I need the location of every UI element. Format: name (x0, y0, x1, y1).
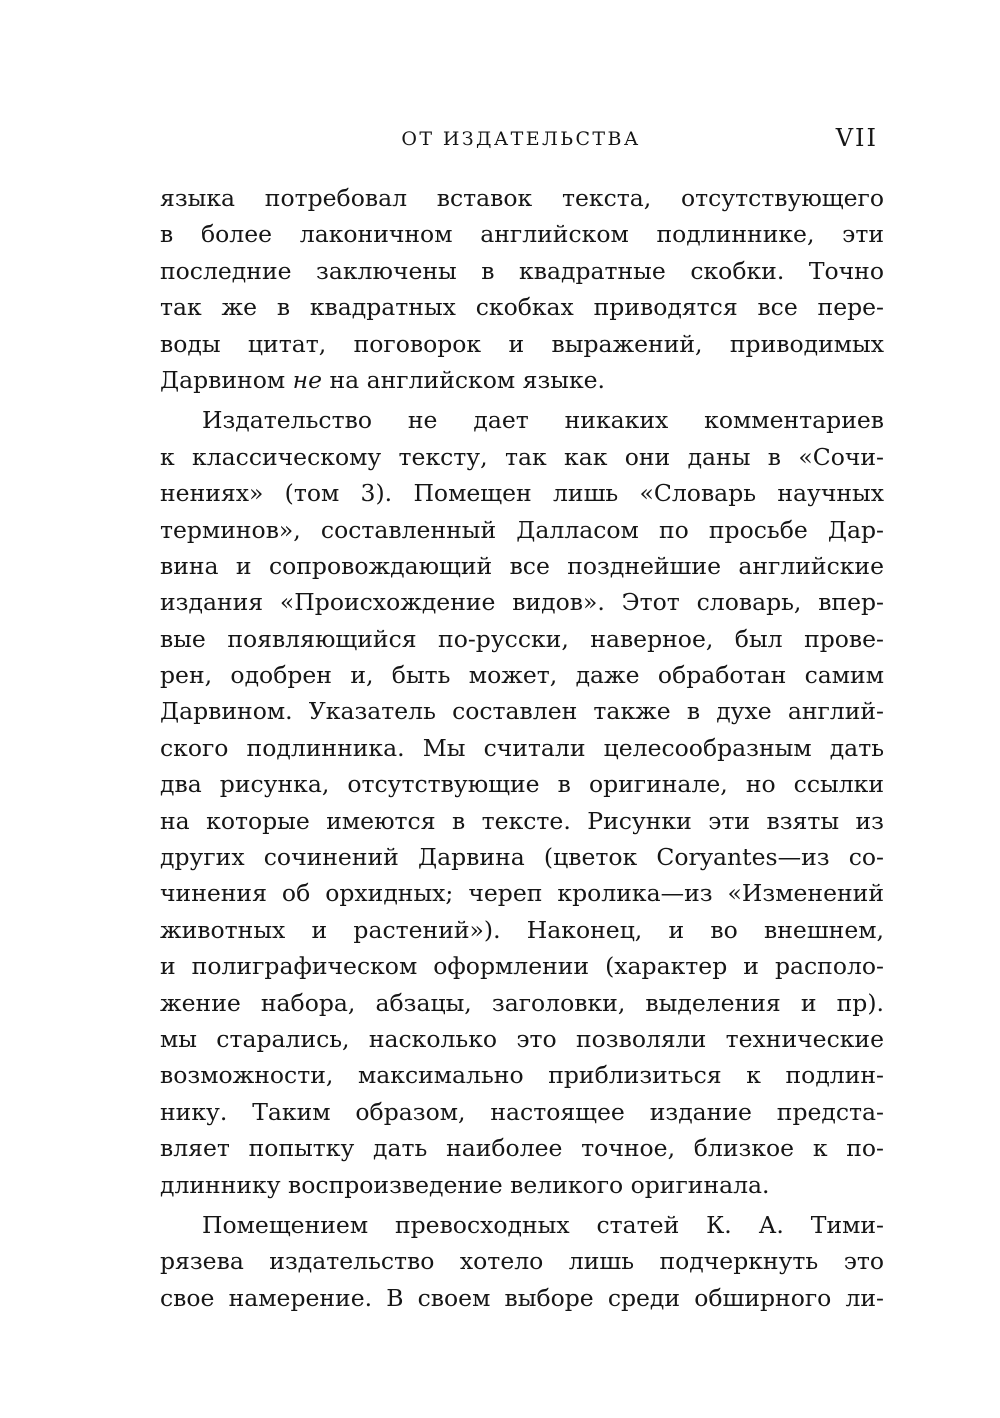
text-line: воды цитат, поговорок и выражений, приводимых (160, 329, 884, 358)
text-line: на которые имеются в тексте. Рисунки эти взяты из (160, 806, 884, 835)
text-line: свое намерение. В своем выборе среди обширного ли- (160, 1283, 884, 1312)
text-line: терминов», составленный Далласом по просьбе Дар- (160, 515, 884, 544)
text-line: Издательство не дает никаких комментариев (202, 406, 884, 435)
text-line: последние заключены в квадратные скобки. Точно (160, 256, 884, 285)
page-number: VII (835, 124, 878, 152)
text-line: нениях» (том 3). Помещен лишь «Словарь научных (160, 479, 884, 508)
text-line: Помещением превосходных статей К. А. Тими- (202, 1210, 884, 1239)
text-line: Дарвином. Указатель составлен также в духе англий- (160, 697, 884, 726)
text-line: чинения об орхидных; череп кролика—из «Изменений (160, 879, 884, 908)
text-line: два рисунка, отсутствующие в оригинале, но ссылки (160, 770, 884, 799)
emphasized-word: не (292, 365, 323, 394)
text-line: вина и сопровождающий все позднейшие английские (160, 551, 884, 580)
text-line: длиннику воспроизведение великого оригинала. (160, 1170, 770, 1199)
paragraph-2 (160, 402, 884, 1203)
text-line: вляет попытку дать наиболее точное, близкое к по- (160, 1134, 884, 1163)
text-line: в более лаконичном английском подлиннике, эти (160, 220, 884, 249)
body-text (160, 180, 884, 1320)
text-line: издания «Происхождение видов». Этот словарь, впер- (160, 588, 884, 617)
running-title: ОТ ИЗДАТЕЛЬСТВА (401, 128, 641, 150)
text-line: жение набора, абзацы, заголовки, выделения и пр). (160, 988, 884, 1017)
text-line: и полиграфическом оформлении (характер и располо- (160, 952, 884, 981)
text-line: вые появляющийся по-русски, наверное, был прове- (160, 624, 884, 653)
text-line: рязева издательство хотело лишь подчеркнуть это (160, 1247, 884, 1276)
text-line: животных и растений»). Наконец, и во внешнем, (160, 915, 884, 944)
text-line: возможности, максимально приблизиться к подлин- (160, 1061, 884, 1090)
text-line (160, 362, 884, 398)
running-head (160, 124, 882, 158)
text-line: рен, одобрен и, быть может, даже обработан самим (160, 661, 884, 690)
paragraph-1 (160, 180, 884, 398)
text-line: так же в квадратных скобках приводятся все пере- (160, 293, 884, 322)
paragraph-3 (160, 1207, 884, 1316)
text-line: ского подлинника. Мы считали целесообразным дать (160, 733, 884, 762)
text-line: нику. Таким образом, настоящее издание предста- (160, 1097, 884, 1126)
text-line: языка потребовал вставок текста, отсутствующего (160, 184, 884, 212)
text-line: других сочинений Дарвина (цветок Coryantes—из со- (160, 843, 884, 872)
text-line: мы старались, насколько это позволяли технические (160, 1024, 884, 1053)
text-fragment: на английском языке. (322, 365, 606, 394)
text-line: к классическому тексту, так как они даны в «Сочи- (160, 442, 884, 471)
text-fragment: Дарвином (160, 365, 293, 394)
